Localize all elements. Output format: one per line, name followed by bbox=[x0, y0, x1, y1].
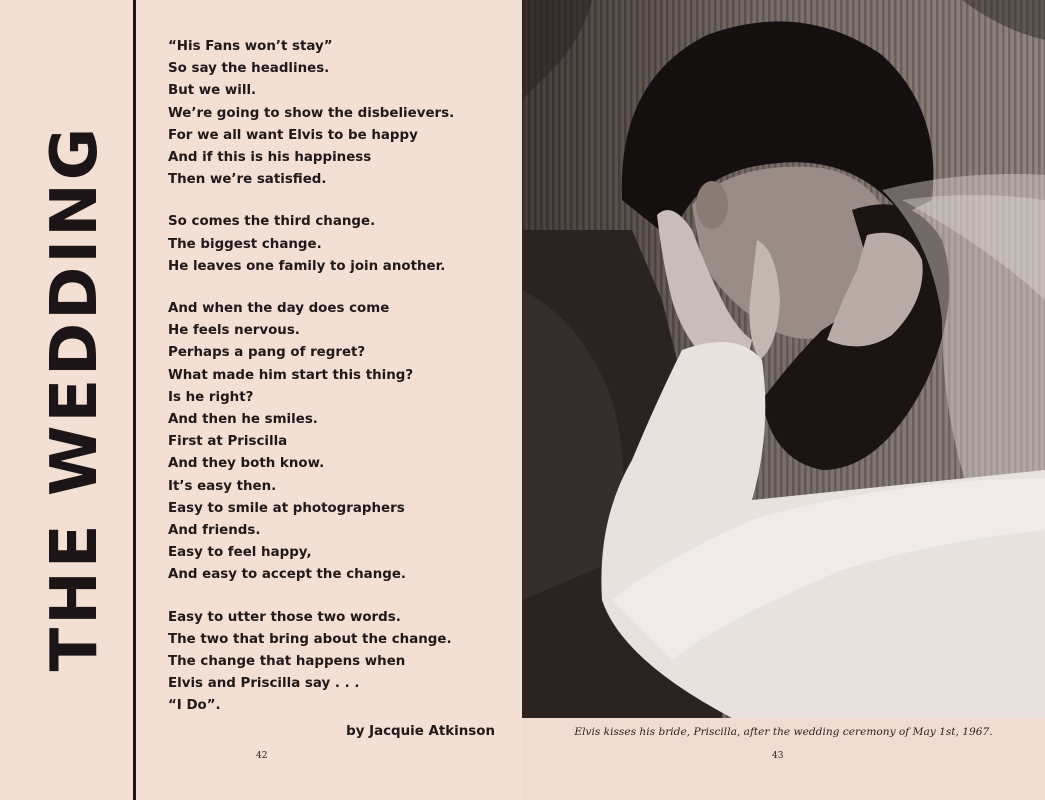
page-number-left: 42 bbox=[256, 751, 268, 761]
stanza-2 bbox=[168, 211, 508, 278]
poem-line: And easy to accept the change. bbox=[168, 567, 406, 583]
left-page bbox=[0, 0, 522, 800]
page-number-right: 43 bbox=[772, 751, 784, 761]
poem-line: And they both know. bbox=[168, 456, 325, 472]
poem-line: Easy to smile at photographers bbox=[168, 500, 405, 516]
poem bbox=[168, 36, 508, 738]
stanza-1 bbox=[168, 36, 508, 191]
stanza-3 bbox=[168, 298, 508, 587]
poem-line: And when the day does come bbox=[168, 301, 390, 317]
poem-line: What made him start this thing? bbox=[168, 367, 414, 383]
title-column bbox=[0, 0, 133, 800]
vertical-divider bbox=[133, 0, 136, 800]
poem-line: The two that bring about the change. bbox=[168, 631, 452, 647]
poem-line: For we all want Elvis to be happy bbox=[168, 127, 418, 143]
poem-line: It’s easy then. bbox=[168, 478, 277, 494]
wedding-photo bbox=[522, 0, 1045, 718]
poem-line: Easy to feel happy, bbox=[168, 545, 312, 561]
poem-line: And if this is his happiness bbox=[168, 150, 372, 166]
poem-line: First at Priscilla bbox=[168, 434, 288, 450]
poem-line: Elvis and Priscilla say . . . bbox=[168, 676, 360, 692]
poem-line: The biggest change. bbox=[168, 236, 322, 252]
poem-line: Is he right? bbox=[168, 389, 254, 405]
poem-line: He feels nervous. bbox=[168, 323, 300, 339]
poem-line: So comes the third change. bbox=[168, 214, 376, 230]
page-title: THE WEDDING bbox=[38, 124, 112, 672]
poem-line: Then we’re satisfied. bbox=[168, 172, 327, 188]
right-page bbox=[522, 0, 1045, 800]
poem-line: We’re going to show the disbelievers. bbox=[168, 105, 455, 121]
poem-line: He leaves one family to join another. bbox=[168, 258, 446, 274]
poem-line: And friends. bbox=[168, 523, 261, 539]
wedding-photo-illustration bbox=[522, 0, 1045, 718]
poem-line: Perhaps a pang of regret? bbox=[168, 345, 366, 361]
poem-line: But we will. bbox=[168, 83, 257, 99]
poem-line: So say the headlines. bbox=[168, 61, 330, 77]
poem-line: The change that happens when bbox=[168, 654, 406, 670]
poem-line: Easy to utter those two words. bbox=[168, 609, 401, 625]
photo-caption: Elvis kisses his bride, Priscilla, after the wedding ceremony of May 1st, 1967. bbox=[574, 726, 993, 738]
byline: by Jacquie Atkinson bbox=[346, 724, 495, 739]
stanza-4 bbox=[168, 607, 508, 718]
poem-line: “I Do”. bbox=[168, 698, 221, 714]
poem-line: And then he smiles. bbox=[168, 412, 318, 428]
poem-line: “His Fans won’t stay” bbox=[168, 39, 333, 54]
